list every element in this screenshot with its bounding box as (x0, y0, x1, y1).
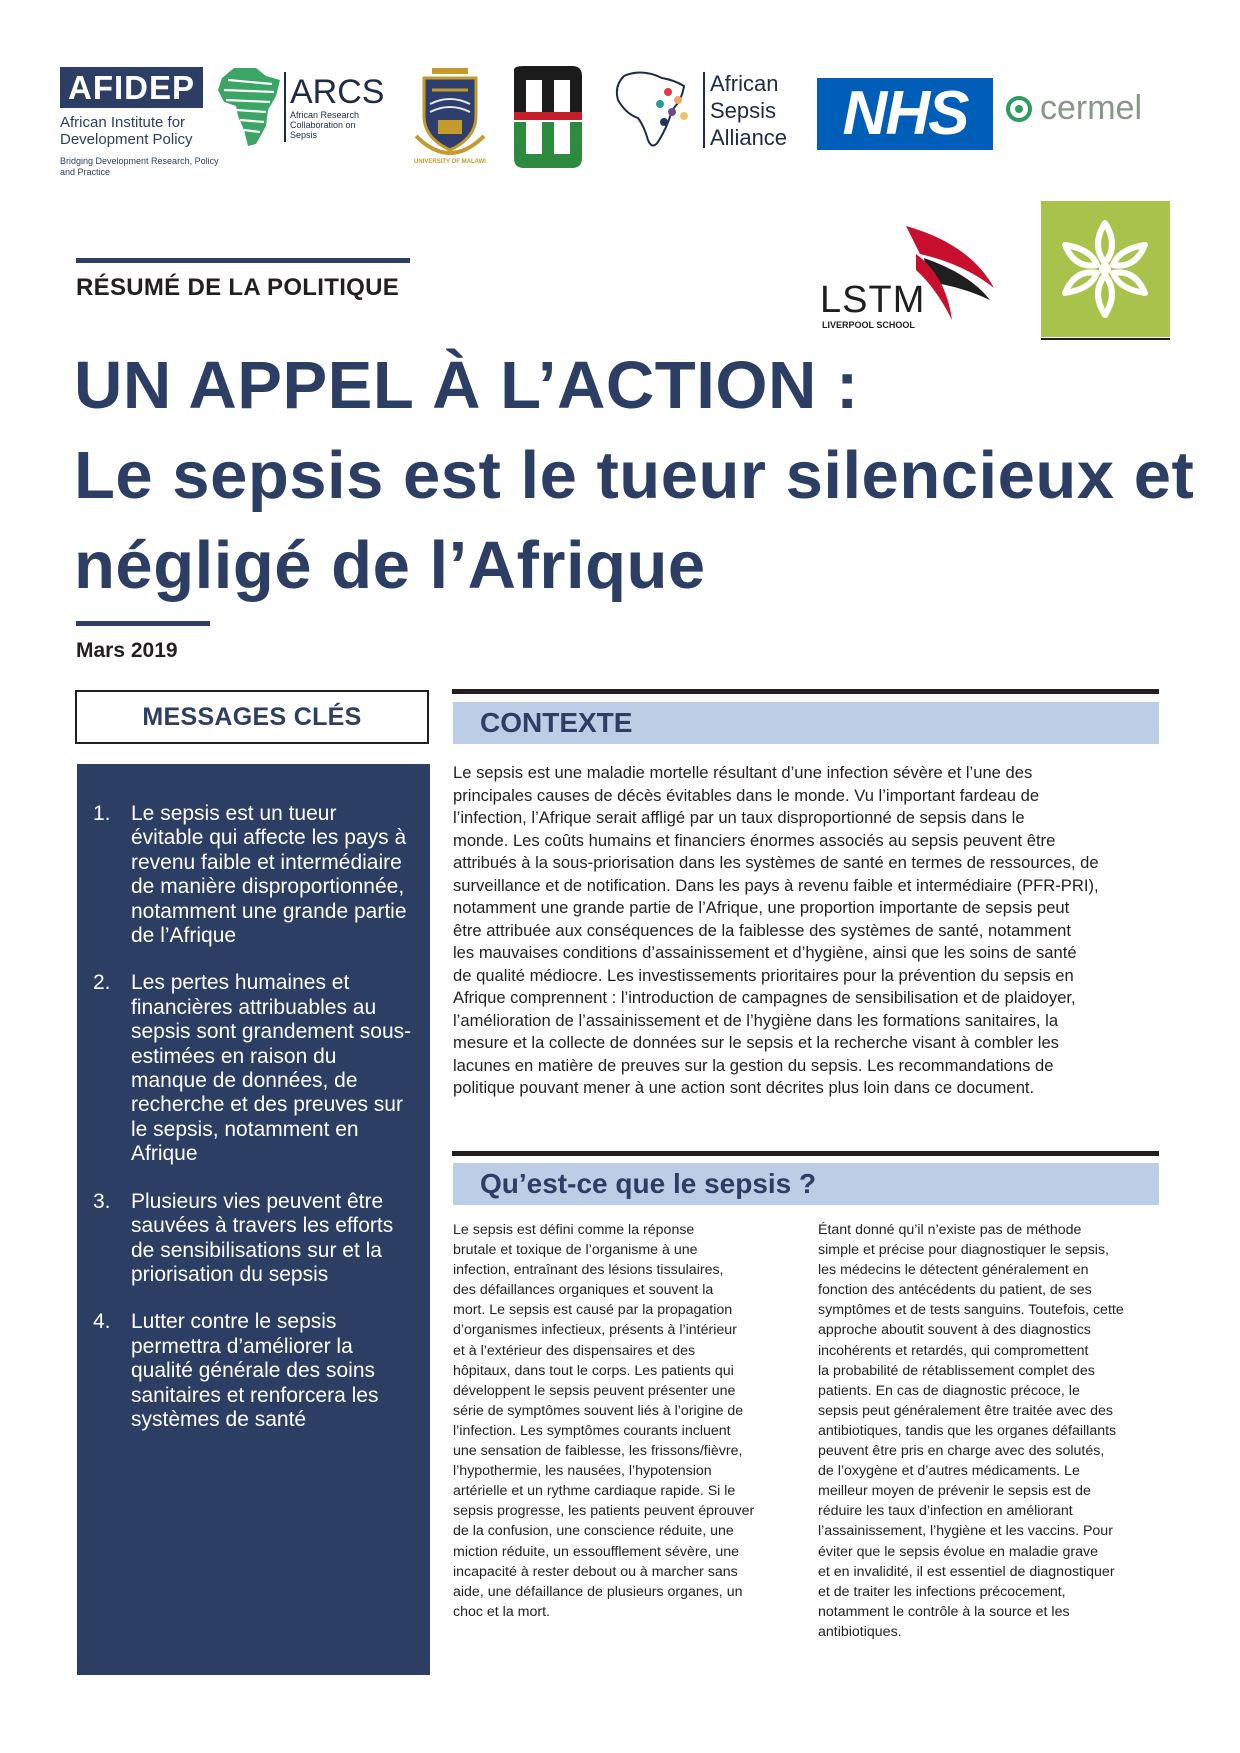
column-line: les médecins le détectent généralement en (818, 1262, 1089, 1279)
column-line: série de symptômes souvent liés à l’origine de (453, 1402, 744, 1419)
flower-emblem-icon (1041, 201, 1170, 337)
date-rule (76, 621, 210, 626)
context-line: Le sepsis est une maladie mortelle résultant d’une infection sévère et l’une des (453, 763, 1033, 782)
column-line: l’infection. Les symptômes courants incluent (453, 1422, 731, 1439)
column-line: sepsis peut généralement être traitée avec des (818, 1402, 1113, 1419)
arcs-logo-divider (284, 72, 286, 142)
column-line: peuvent être pris en charge avec des solutés, (818, 1443, 1105, 1460)
what-is-sepsis-heading: Qu’est-ce que le sepsis ? (453, 1163, 1159, 1205)
column-line: fonction des antécédents du patient, de ses (818, 1282, 1092, 1299)
column-line: Étant donné qu’il n’existe pas de méthode (818, 1222, 1082, 1238)
column-line: une sensation de faiblesse, les frissons/fièvre, (453, 1443, 743, 1460)
afidep-logo-name: African Institute for Development Policy (60, 114, 193, 148)
key-message-item (77, 1310, 412, 1432)
column-line: des défaillances organiques et souvent la (453, 1282, 714, 1299)
context-line: Afrique comprennent : l’introduction de campagnes de sensibilisation et de plaidoyer, (453, 988, 1076, 1007)
key-message-item (77, 802, 412, 948)
column-line: incapacité à rester debout ou à marcher sans (453, 1563, 738, 1580)
kicker-rule (76, 258, 410, 263)
key-message-item (77, 971, 412, 1166)
column-line: symptômes et de tests sanguins. Toutefois, cette (818, 1302, 1124, 1319)
key-messages-panel (77, 764, 430, 1675)
asa-logo-line2: Sepsis (710, 98, 777, 123)
context-heading: CONTEXTE (453, 702, 1159, 744)
context-line: lacunes en matière de preuves sur la gestion du sepsis. Les recommandations de (453, 1055, 1054, 1075)
africa-map-icon (216, 66, 282, 148)
column-line: la probabilité de rétablissement complet des (818, 1362, 1095, 1379)
context-line: principales causes de décès évitables dans le monde. Vu l’important fardeau de (453, 785, 1040, 805)
column-line: meilleur moyen de prévenir le sepsis est de (818, 1483, 1091, 1500)
lstm-logo-word: LSTM (820, 279, 926, 321)
column-line: incohérents et retardés, qui compromettent (818, 1342, 1089, 1359)
what-is-sepsis-column-1 (453, 1220, 803, 1622)
column-line: de la confusion, une conscience réduite, une (453, 1523, 734, 1540)
asa-logo-line1: African (710, 71, 779, 96)
column-line: d’organismes infectieux, présents à l’intérieur (453, 1322, 737, 1339)
key-message-text: Lutter contre le sepsis permettra d’améliorer la qualité générale des soins sanitaires et renforcera les systèmes de santé (131, 1310, 379, 1431)
flower-logo-underline (1041, 338, 1170, 340)
column-line: choc et la mort. (453, 1603, 550, 1620)
column-line: l’assainissement, l’hygiène et les vaccins. Pour (818, 1523, 1113, 1540)
column-line: réduire les taux d’infection en améliorant (818, 1503, 1073, 1520)
university-of-malawi-logo (410, 64, 490, 168)
mw-logo (510, 66, 586, 168)
key-message-item (77, 1190, 412, 1288)
column-line: et à l’extérieur des dispensaires et des (453, 1342, 696, 1359)
context-line: les mauvaises conditions d’assainissement et d’hygiène, ainsi que les soins de santé (453, 943, 1077, 962)
what-is-sepsis-column-2 (818, 1220, 1168, 1642)
key-message-number: 2. (93, 971, 111, 995)
column-line: artérielle et un rythme cardiaque rapide. Si le (453, 1483, 736, 1500)
afidep-logo (60, 67, 225, 182)
publication-date: Mars 2019 (76, 639, 178, 662)
arcs-logo (216, 66, 386, 151)
column-line: approche aboutit souvent à des diagnostics (818, 1322, 1091, 1339)
column-line: Le sepsis est défini comme la réponse (453, 1222, 695, 1238)
context-line: monde. Les coûts humains et financiers énormes associés au sepsis peuvent être (453, 830, 1056, 850)
column-line: développent le sepsis peuvent présenter une (453, 1382, 736, 1399)
asa-logo-divider (703, 72, 705, 148)
arcs-logo-subtitle: African Research Collaboration on Sepsis (290, 110, 360, 140)
document-kicker: RÉSUMÉ DE LA POLITIQUE (76, 274, 400, 301)
column-line: patients. En cas de diagnostic précoce, le (818, 1382, 1080, 1399)
context-line: surveillance et de notification. Dans les pays à revenu faible et intermédiaire (PFR-PRI), (453, 875, 1099, 895)
key-message-number: 1. (93, 802, 111, 825)
lstm-logo-subtitle: LIVERPOOL SCHOOL (822, 320, 915, 330)
cermel-logo-word: cermel (1040, 89, 1143, 127)
nhs-logo: NHS (817, 78, 993, 150)
page-title-line-3: négligé de l’Afrique (74, 528, 706, 603)
column-line: antibiotiques, tandis que les organes défaillants (818, 1422, 1117, 1439)
column-line: éviter que le sepsis évolue en maladie grave (818, 1543, 1098, 1560)
key-message-text: Plusieurs vies peuvent être sauvées à travers les efforts de sensibilisations sur et la priorisation du sepsis (131, 1189, 394, 1286)
column-line: antibiotiques. (818, 1623, 902, 1640)
afidep-logo-tagline: Bridging Development Research, Policy and Practice (60, 156, 219, 177)
afidep-logo-mark: AFIDEP (60, 67, 203, 108)
context-line: l’infection, l’Afrique serait affligé par un taux disproportionné de sepsis dans le (453, 808, 1025, 827)
what-is-top-rule (452, 1151, 1159, 1156)
key-message-text: Les pertes humaines et financières attribuables au sepsis sont grandement sous-estimées en raison du manque de données, de recherche et des preuves sur le sepsis, notamment en Afrique (131, 971, 412, 1166)
university-logo-ring-text: UNIVERSITY OF MALAWI (414, 159, 486, 165)
column-line: et de traiter les infections précocement, (818, 1583, 1066, 1600)
cermel-logo (1006, 88, 1176, 132)
key-message-number: 3. (93, 1189, 111, 1213)
column-line: notamment le contrôle à la source et les (818, 1603, 1070, 1620)
key-messages-heading: MESSAGES CLÉS (75, 690, 429, 744)
context-line: attribués à la sous-priorisation dans les systèmes de santé en termes de ressources, de (453, 853, 1099, 872)
column-line: aide, une défaillance de plusieurs organes, un (453, 1583, 743, 1600)
context-line: être attribuée aux conséquences de la faiblesse des systèmes de santé, notamment (453, 920, 1072, 940)
page-title-line-2: Le sepsis est le tueur silencieux et (74, 438, 1195, 513)
asa-logo-line3: Alliance (710, 125, 788, 150)
column-line: miction réduite, un essoufflement sévère, une (453, 1543, 740, 1560)
column-line: simple et précise pour diagnostiquer le sepsis, (818, 1242, 1109, 1259)
university-crest-icon (410, 64, 490, 168)
column-line: infection, entraînant des lésions tissulaires, (453, 1262, 724, 1279)
column-line: brutale et toxique de l’organisme à une (453, 1242, 698, 1259)
column-line: l’hypothermie, les nausées, l’hypotension (453, 1463, 712, 1480)
context-line: mesure et la collecte de données sur le sepsis et la recherche visant à combler les (453, 1033, 1059, 1052)
mw-logo-mark-icon (510, 66, 586, 168)
context-line: de qualité médiocre. Les investissements prioritaires pour la prévention du sepsis en (453, 965, 1074, 985)
cermel-logo-icon (1006, 96, 1032, 122)
africa-people-icon (612, 70, 702, 154)
context-body (453, 762, 1163, 1100)
arcs-logo-word: ARCS (290, 73, 385, 111)
african-sepsis-alliance-logo (612, 70, 792, 154)
lstm-logo (820, 224, 1000, 336)
context-line: l’amélioration de l’assainissement et de l’hygiène dans les formations sanitaires, la (453, 1010, 1059, 1030)
page-title-line-1: UN APPEL À L’ACTION : (74, 348, 859, 423)
partner-flower-logo (1041, 201, 1170, 337)
key-message-number: 4. (93, 1310, 111, 1334)
key-messages-list (77, 802, 430, 1455)
column-line: de l’oxygène et d’autres médicaments. Le (818, 1463, 1080, 1480)
column-line: mort. Le sepsis est causé par la propagation (453, 1302, 733, 1319)
column-line: et en invalidité, il est essentiel de diagnostiquer (818, 1563, 1115, 1580)
context-line: politique pouvant mener à une action sont décrites plus loin dans ce document. (453, 1078, 1035, 1097)
column-line: sepsis progresse, les patients peuvent éprouver (453, 1503, 755, 1520)
context-line: notamment une grande partie de l’Afrique, une proportion importante de sepsis peut (453, 898, 1070, 917)
key-message-text: Le sepsis est un tueur évitable qui affecte les pays à revenu faible et intermédiaire de manière disproportionnée, notamment une grande partie de l’Afrique (131, 802, 407, 948)
column-line: hôpitaux, dans tout le corps. Les patients qui (453, 1362, 734, 1379)
context-top-rule (452, 689, 1159, 694)
